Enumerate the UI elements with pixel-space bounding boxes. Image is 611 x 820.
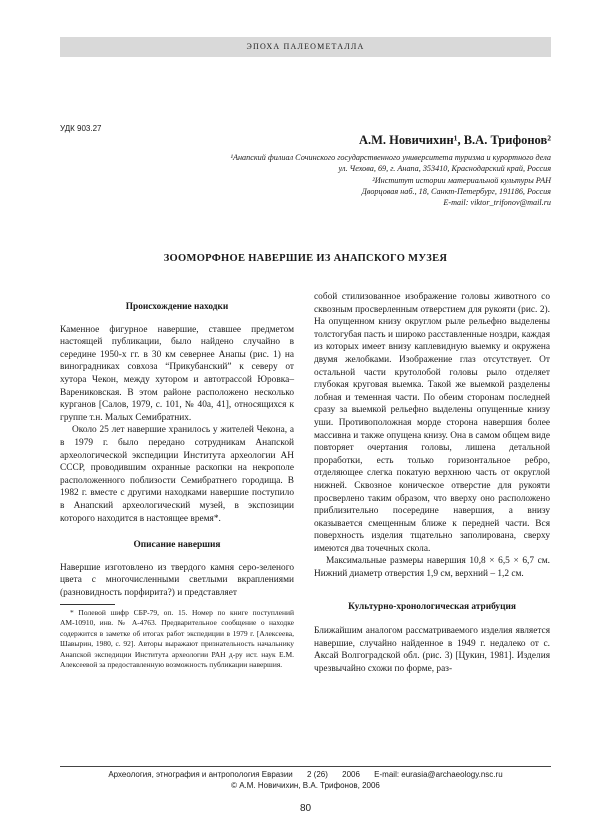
journal-line: [60, 770, 551, 779]
udk-code: УДК 903.27: [60, 124, 102, 133]
page-number: 80: [299, 803, 312, 814]
paragraph: Каменное фигурное навершие, ставшее предметом настоящей публикации, было найдено случайно в середине 1950-х гг. в 30 км севернее Анапы (рис. 1) на виноградниках совхоза “Прикубанский” к северу от хутора Чекон, между хутором и автотрассой Юровка–Варениковская. В этом районе расположено несколько курганов [Салов, 1979, с. 101, № 40а, 41], относящихся к группе т.н. Малых Семибратних.: [60, 324, 294, 423]
footnote-rule: [60, 604, 115, 605]
footer-rule: [60, 766, 551, 767]
journal-name: Археология, этнография и антропология Евразии: [108, 770, 293, 779]
paragraph: Максимальные размеры навершия 10,8 × 6,5 × 6,7 см. Нижний диаметр отверстия 1,9 см, верхний – 1,2 см.: [314, 556, 550, 580]
authors: А.М. Новичихин¹, В.А. Трифонов²: [358, 133, 551, 147]
section-header-text: ЭПОХА ПАЛЕОМЕТАЛЛА: [246, 42, 365, 51]
journal-email: E-mail: eurasia@archaeology.nsc.ru: [374, 770, 503, 779]
section-heading-origin: Происхождение находки: [125, 302, 229, 312]
section-heading-attribution: Культурно-хронологическая атрибуция: [348, 601, 516, 612]
paragraph: Около 25 лет навершие хранилось у жителей Чекона, а в 1979 г. было передано сотрудникам Анапской археологической экспедиции Института археологии АН СССР, проводившим охранные раскопки на некрополе расположенного поблизости Семибратнего городища. В 1982 г. вместе с другими находками навершие поступило в Анапский археологический музей, в экспозиции которого находится в настоящее время*.: [60, 425, 294, 524]
affiliation-line: ул. Чехова, 69, г. Анапа, 353410, Краснодарский край, Россия: [338, 164, 551, 174]
right-column: [314, 291, 550, 676]
copyright: © А.М. Новичихин, В.А. Трифонов, 2006: [231, 781, 380, 790]
left-column: [60, 301, 294, 599]
article-title: ЗООМОРФНОЕ НАВЕРШИЕ ИЗ АНАПСКОГО МУЗЕЯ: [163, 253, 448, 264]
footnote: [60, 608, 294, 670]
paragraph: Навершие изготовлено из твердого камня серо-зеленого цвета с многочисленными светлыми вкраплениями (разновидность порфирита?) и представляет: [60, 562, 294, 598]
affiliation-line: ²Институт истории материальной культуры РАН: [372, 175, 551, 185]
affiliation-line: ¹Анапский филиал Сочинского государственного университета туризма и курортного дела: [230, 153, 551, 162]
section-header-band: [60, 37, 551, 57]
footnote-text: * Полевой шифр СБР-79, оп. 15. Номер по книге поступлений АМ-10910, инв. № А-4763. Предварительное сообщение о находке содержится в заметке об итогах работ экспедиции в 1979 г. [Алексеева, Шавырин, 1980, с. 92]. Авторы выражают признательность начальнику Анапской экспедиции Института археологии РАН д-ру ист. наук Е.М. Алексеевой за предоставленную возможность публикации навершия.: [60, 608, 294, 670]
affiliation-line: Дворцовая наб., 18, Санкт-Петербург, 191186, Россия: [361, 186, 551, 196]
paragraph: собой стилизованное изображение головы животного со сквозным просверленным отверстием для рукояти (рис. 2). На опущенном книзу округлом рыле рельефно выделены толстогубая пасть и широко расставленные ноздри, каждая из которых имеет внизу каплевидную выемку и окружена двумя желобками. Изображение глаз отсутствует. От остальной части крутолобой головы рыло отделяет глубокая круговая выемка. Такой же выемкой разделены лобная и теменная части. По обеим сторонам последней сразу за выемкой рельефно выделены опущенные книзу уши. Противоположная морде сторона навершия более массивна и также опущена книзу. Она в самом общем виде повторяет очертания головы, лишена детальной проработки, есть только горизонтальное ребро, отделяющее слегка покатую верхнюю часть от округлой нижней. Сквозное коническое отверстие для рукояти просверлено таким образом, что вверху оно расположено приблизительно посередине навершия, а внизу оказывается смещенным ближе к передней части. Вся поверхность изделия тщательно заполирована, сверху имеются два точечных скола.: [314, 292, 550, 554]
paragraph: Ближайшим аналогом рассматриваемого изделия является навершие, случайно найденное в 1949 г. недалеко от с. Аксай Волгоградской обл. (рис. 3) [Цукин, 1981]. Изделия чрезвычайно схожи по форме, раз-: [314, 626, 550, 675]
journal-year: 2006: [342, 770, 360, 779]
author-email: E-mail: viktor_trifonov@mail.ru: [443, 198, 551, 208]
affiliations: [111, 152, 551, 208]
journal-issue: 2 (26): [307, 770, 328, 779]
section-heading-description: Описание навершия: [133, 540, 221, 551]
